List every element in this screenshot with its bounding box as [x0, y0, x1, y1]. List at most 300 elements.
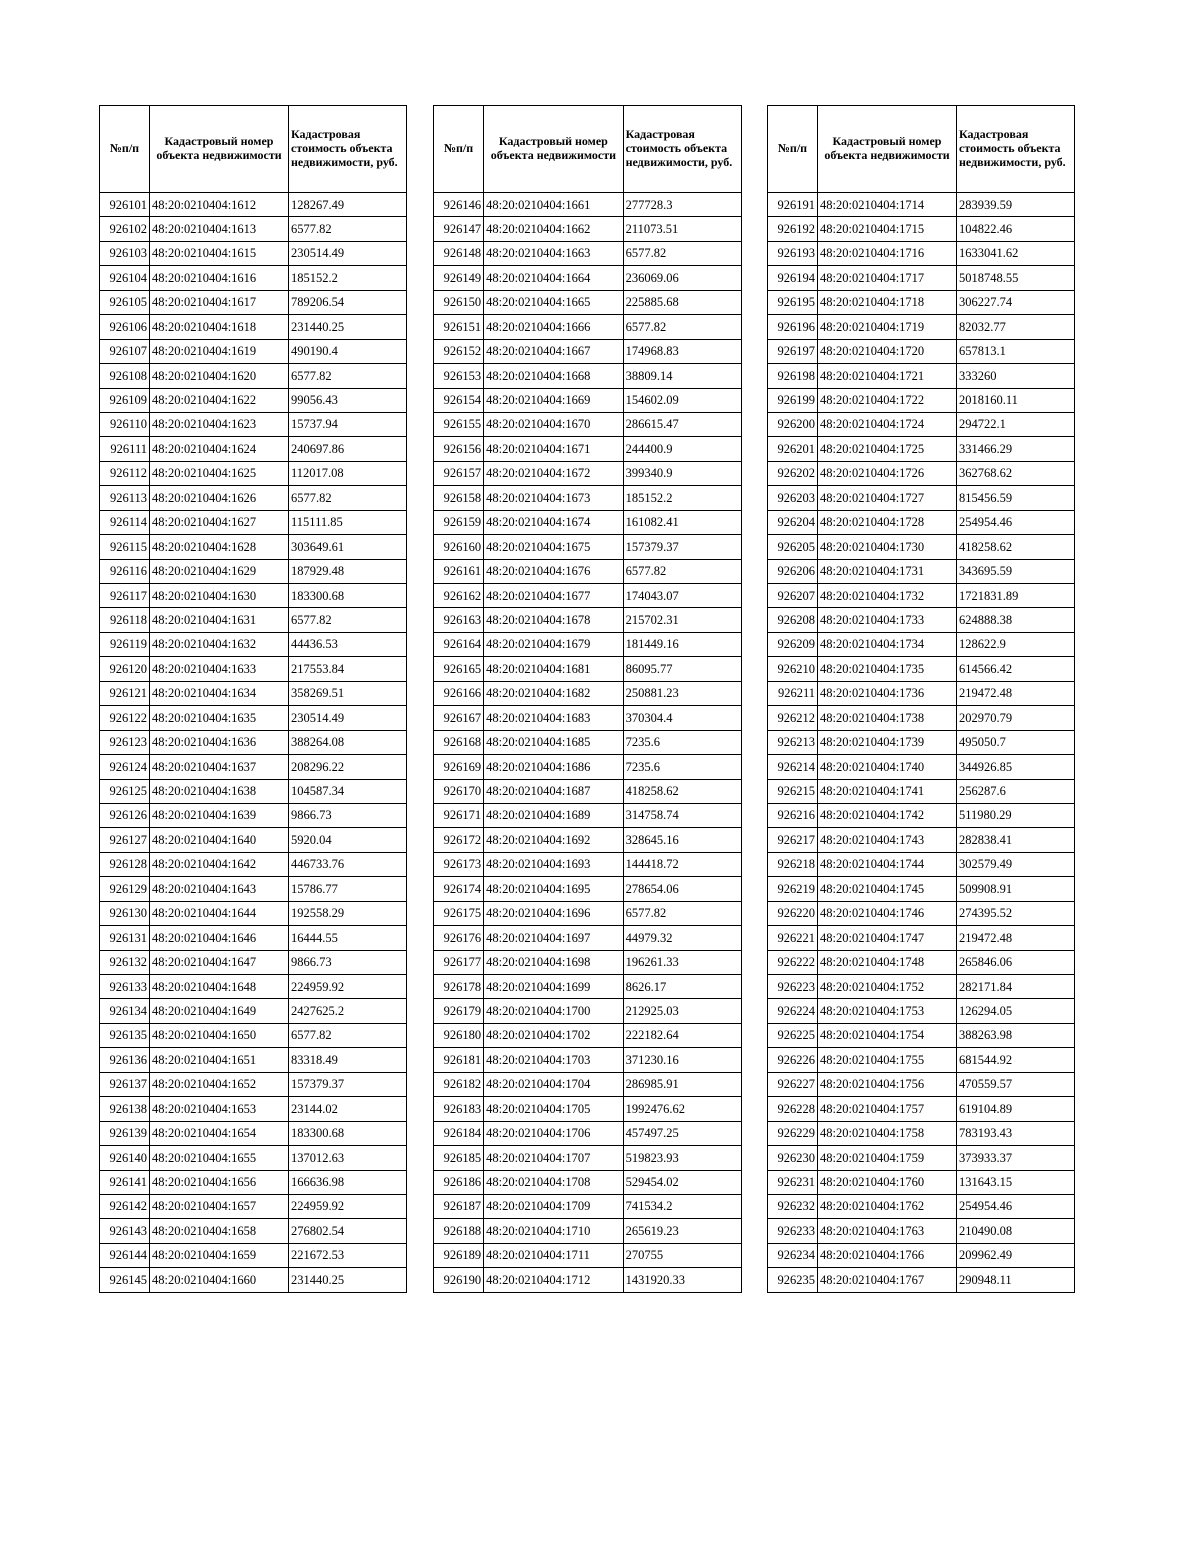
cadastral-value-cell: 286985.91 [623, 1072, 741, 1096]
row-number-cell: 926212 [768, 706, 818, 730]
row-number-cell: 926133 [100, 975, 150, 999]
table-row [768, 412, 1075, 436]
cadastral-value-cell: 185152.2 [623, 486, 741, 510]
row-number-cell: 926175 [434, 901, 484, 925]
table-row [768, 266, 1075, 290]
cadastral-number-cell: 48:20:0210404:1678 [484, 608, 623, 632]
cadastral-number-cell: 48:20:0210404:1748 [818, 950, 957, 974]
row-number-cell: 926142 [100, 1194, 150, 1218]
table-row [434, 535, 742, 559]
table-row [768, 803, 1075, 827]
cadastral-number-cell: 48:20:0210404:1719 [818, 315, 957, 339]
row-number-cell: 926134 [100, 999, 150, 1023]
cadastral-number-cell: 48:20:0210404:1644 [150, 901, 289, 925]
cadastral-value-cell: 457497.25 [623, 1121, 741, 1145]
cadastral-value-cell: 144418.72 [623, 852, 741, 876]
cadastral-number-cell: 48:20:0210404:1693 [484, 852, 623, 876]
cadastral-value-cell: 86095.77 [623, 657, 741, 681]
row-number-cell: 926229 [768, 1121, 818, 1145]
table-row [768, 364, 1075, 388]
table-row [768, 1121, 1075, 1145]
cadastral-number-cell: 48:20:0210404:1665 [484, 290, 623, 314]
row-number-cell: 926197 [768, 339, 818, 363]
row-number-cell: 926122 [100, 706, 150, 730]
cadastral-value-cell: 6577.82 [289, 364, 407, 388]
cadastral-number-cell: 48:20:0210404:1635 [150, 706, 289, 730]
cadastral-number-cell: 48:20:0210404:1760 [818, 1170, 957, 1194]
row-number-cell: 926132 [100, 950, 150, 974]
cadastral-number-cell: 48:20:0210404:1636 [150, 730, 289, 754]
cadastral-number-cell: 48:20:0210404:1629 [150, 559, 289, 583]
table-row [434, 437, 742, 461]
cadastral-number-cell: 48:20:0210404:1735 [818, 657, 957, 681]
row-number-cell: 926223 [768, 975, 818, 999]
cadastral-value-cell: 624888.38 [957, 608, 1075, 632]
cadastral-value-cell: 224959.92 [289, 1194, 407, 1218]
cadastral-number-cell: 48:20:0210404:1631 [150, 608, 289, 632]
table-row [768, 877, 1075, 901]
cadastral-number-cell: 48:20:0210404:1662 [484, 217, 623, 241]
row-number-cell: 926213 [768, 730, 818, 754]
cadastral-value-cell: 231440.25 [289, 315, 407, 339]
cadastral-number-cell: 48:20:0210404:1628 [150, 535, 289, 559]
row-number-cell: 926180 [434, 1023, 484, 1047]
header-num: №п/п [768, 106, 818, 193]
cadastral-value-cell: 225885.68 [623, 290, 741, 314]
row-number-cell: 926205 [768, 535, 818, 559]
cadastral-number-cell: 48:20:0210404:1650 [150, 1023, 289, 1047]
table-row [768, 950, 1075, 974]
row-number-cell: 926140 [100, 1146, 150, 1170]
cadastral-number-cell: 48:20:0210404:1617 [150, 290, 289, 314]
cadastral-value-cell: 6577.82 [623, 559, 741, 583]
row-number-cell: 926130 [100, 901, 150, 925]
cadastral-value-cell: 174968.83 [623, 339, 741, 363]
row-number-cell: 926227 [768, 1072, 818, 1096]
cadastral-number-cell: 48:20:0210404:1660 [150, 1268, 289, 1292]
row-number-cell: 926106 [100, 315, 150, 339]
cadastral-number-cell: 48:20:0210404:1720 [818, 339, 957, 363]
cadastral-value-cell: 222182.64 [623, 1023, 741, 1047]
cadastral-value-cell: 157379.37 [289, 1072, 407, 1096]
table-row [434, 290, 742, 314]
cadastral-number-cell: 48:20:0210404:1692 [484, 828, 623, 852]
table-row [768, 1170, 1075, 1194]
row-number-cell: 926208 [768, 608, 818, 632]
cadastral-value-cell: 1721831.89 [957, 584, 1075, 608]
row-number-cell: 926128 [100, 852, 150, 876]
cadastral-number-cell: 48:20:0210404:1671 [484, 437, 623, 461]
table-body [768, 193, 1075, 1293]
cadastral-value-cell: 44436.53 [289, 632, 407, 656]
cadastral-value-cell: 230514.49 [289, 241, 407, 265]
cadastral-number-cell: 48:20:0210404:1634 [150, 681, 289, 705]
table-body [434, 193, 742, 1293]
table-row [768, 926, 1075, 950]
table-row [434, 828, 742, 852]
cadastral-value-cell: 44979.32 [623, 926, 741, 950]
cadastral-number-cell: 48:20:0210404:1740 [818, 755, 957, 779]
cadastral-value-cell: 104587.34 [289, 779, 407, 803]
row-number-cell: 926186 [434, 1170, 484, 1194]
row-number-cell: 926183 [434, 1097, 484, 1121]
cadastral-number-cell: 48:20:0210404:1646 [150, 926, 289, 950]
cadastral-number-cell: 48:20:0210404:1730 [818, 535, 957, 559]
cadastral-number-cell: 48:20:0210404:1743 [818, 828, 957, 852]
table-row [100, 730, 407, 754]
table-row [768, 852, 1075, 876]
cadastral-value-cell: 6577.82 [623, 241, 741, 265]
cadastral-table-1 [99, 105, 407, 1293]
table-row [434, 975, 742, 999]
table-row [434, 803, 742, 827]
header-num: №п/п [100, 106, 150, 193]
row-number-cell: 926198 [768, 364, 818, 388]
cadastral-value-cell: 83318.49 [289, 1048, 407, 1072]
row-number-cell: 926138 [100, 1097, 150, 1121]
cadastral-value-cell: 210490.08 [957, 1219, 1075, 1243]
cadastral-number-cell: 48:20:0210404:1624 [150, 437, 289, 461]
cadastral-value-cell: 7235.6 [623, 730, 741, 754]
cadastral-value-cell: 9866.73 [289, 803, 407, 827]
cadastral-number-cell: 48:20:0210404:1718 [818, 290, 957, 314]
row-number-cell: 926116 [100, 559, 150, 583]
cadastral-number-cell: 48:20:0210404:1698 [484, 950, 623, 974]
row-number-cell: 926206 [768, 559, 818, 583]
cadastral-number-cell: 48:20:0210404:1709 [484, 1194, 623, 1218]
cadastral-value-cell: 256287.6 [957, 779, 1075, 803]
cadastral-number-cell: 48:20:0210404:1619 [150, 339, 289, 363]
cadastral-value-cell: 181449.16 [623, 632, 741, 656]
table-row [100, 803, 407, 827]
table-row [100, 1097, 407, 1121]
cadastral-value-cell: 15786.77 [289, 877, 407, 901]
table-row [100, 266, 407, 290]
row-number-cell: 926159 [434, 510, 484, 534]
cadastral-value-cell: 265619.23 [623, 1219, 741, 1243]
cadastral-number-cell: 48:20:0210404:1754 [818, 1023, 957, 1047]
table-row [100, 1194, 407, 1218]
cadastral-value-cell: 276802.54 [289, 1219, 407, 1243]
row-number-cell: 926202 [768, 461, 818, 485]
cadastral-value-cell: 278654.06 [623, 877, 741, 901]
table-row [768, 1219, 1075, 1243]
cadastral-number-cell: 48:20:0210404:1752 [818, 975, 957, 999]
row-number-cell: 926152 [434, 339, 484, 363]
table-row [768, 1048, 1075, 1072]
row-number-cell: 926201 [768, 437, 818, 461]
row-number-cell: 926162 [434, 584, 484, 608]
cadastral-number-cell: 48:20:0210404:1766 [818, 1243, 957, 1267]
table-row [100, 828, 407, 852]
row-number-cell: 926199 [768, 388, 818, 412]
cadastral-number-cell: 48:20:0210404:1618 [150, 315, 289, 339]
cadastral-number-cell: 48:20:0210404:1661 [484, 193, 623, 217]
cadastral-number-cell: 48:20:0210404:1657 [150, 1194, 289, 1218]
table-row [100, 1023, 407, 1047]
table-row [100, 877, 407, 901]
row-number-cell: 926189 [434, 1243, 484, 1267]
table-row [100, 681, 407, 705]
table-row [100, 755, 407, 779]
cadastral-value-cell: 209962.49 [957, 1243, 1075, 1267]
header-cadastral-value: Кадастровая стоимость объекта недвижимости, руб. [957, 106, 1075, 193]
row-number-cell: 926156 [434, 437, 484, 461]
cadastral-number-cell: 48:20:0210404:1702 [484, 1023, 623, 1047]
header-cadastral-number: Кадастровый номер объекта недвижимости [484, 106, 623, 193]
table-row [100, 461, 407, 485]
table-row [100, 486, 407, 510]
row-number-cell: 926178 [434, 975, 484, 999]
cadastral-number-cell: 48:20:0210404:1654 [150, 1121, 289, 1145]
cadastral-number-cell: 48:20:0210404:1668 [484, 364, 623, 388]
table-row [434, 999, 742, 1023]
cadastral-number-cell: 48:20:0210404:1700 [484, 999, 623, 1023]
cadastral-value-cell: 6577.82 [289, 217, 407, 241]
cadastral-value-cell: 128622.9 [957, 632, 1075, 656]
cadastral-number-cell: 48:20:0210404:1658 [150, 1219, 289, 1243]
row-number-cell: 926131 [100, 926, 150, 950]
row-number-cell: 926191 [768, 193, 818, 217]
row-number-cell: 926232 [768, 1194, 818, 1218]
cadastral-value-cell: 274395.52 [957, 901, 1075, 925]
cadastral-number-cell: 48:20:0210404:1756 [818, 1072, 957, 1096]
cadastral-value-cell: 2018160.11 [957, 388, 1075, 412]
row-number-cell: 926216 [768, 803, 818, 827]
cadastral-value-cell: 6577.82 [623, 315, 741, 339]
table-row [434, 1243, 742, 1267]
row-number-cell: 926179 [434, 999, 484, 1023]
cadastral-number-cell: 48:20:0210404:1734 [818, 632, 957, 656]
cadastral-number-cell: 48:20:0210404:1726 [818, 461, 957, 485]
cadastral-value-cell: 388263.98 [957, 1023, 1075, 1047]
row-number-cell: 926151 [434, 315, 484, 339]
row-number-cell: 926228 [768, 1097, 818, 1121]
cadastral-value-cell: 15737.94 [289, 412, 407, 436]
table-row [768, 437, 1075, 461]
table-row [768, 632, 1075, 656]
cadastral-number-cell: 48:20:0210404:1677 [484, 584, 623, 608]
table-row [100, 290, 407, 314]
cadastral-number-cell: 48:20:0210404:1716 [818, 241, 957, 265]
header-cadastral-number: Кадастровый номер объекта недвижимости [150, 106, 289, 193]
cadastral-number-cell: 48:20:0210404:1613 [150, 217, 289, 241]
cadastral-value-cell: 509908.91 [957, 877, 1075, 901]
cadastral-number-cell: 48:20:0210404:1681 [484, 657, 623, 681]
row-number-cell: 926222 [768, 950, 818, 974]
row-number-cell: 926173 [434, 852, 484, 876]
table-row [434, 901, 742, 925]
cadastral-number-cell: 48:20:0210404:1706 [484, 1121, 623, 1145]
table-row [434, 559, 742, 583]
row-number-cell: 926157 [434, 461, 484, 485]
cadastral-value-cell: 286615.47 [623, 412, 741, 436]
table-row [434, 852, 742, 876]
cadastral-value-cell: 187929.48 [289, 559, 407, 583]
row-number-cell: 926209 [768, 632, 818, 656]
cadastral-number-cell: 48:20:0210404:1679 [484, 632, 623, 656]
cadastral-value-cell: 418258.62 [623, 779, 741, 803]
table-row [100, 388, 407, 412]
cadastral-value-cell: 126294.05 [957, 999, 1075, 1023]
table-row [434, 730, 742, 754]
cadastral-value-cell: 115111.85 [289, 510, 407, 534]
row-number-cell: 926104 [100, 266, 150, 290]
table-row [434, 1048, 742, 1072]
cadastral-value-cell: 202970.79 [957, 706, 1075, 730]
table-row [100, 412, 407, 436]
row-number-cell: 926148 [434, 241, 484, 265]
table-row [434, 1023, 742, 1047]
table-row [768, 339, 1075, 363]
row-number-cell: 926102 [100, 217, 150, 241]
cadastral-number-cell: 48:20:0210404:1637 [150, 755, 289, 779]
table-row [768, 535, 1075, 559]
table-row [434, 706, 742, 730]
cadastral-value-cell: 224959.92 [289, 975, 407, 999]
table-row [434, 1121, 742, 1145]
cadastral-number-cell: 48:20:0210404:1744 [818, 852, 957, 876]
row-number-cell: 926177 [434, 950, 484, 974]
cadastral-number-cell: 48:20:0210404:1725 [818, 437, 957, 461]
row-number-cell: 926181 [434, 1048, 484, 1072]
table-row [434, 755, 742, 779]
cadastral-value-cell: 1992476.62 [623, 1097, 741, 1121]
row-number-cell: 926112 [100, 461, 150, 485]
table-row [434, 241, 742, 265]
cadastral-number-cell: 48:20:0210404:1675 [484, 535, 623, 559]
table-row [434, 608, 742, 632]
table-row [434, 950, 742, 974]
row-number-cell: 926145 [100, 1268, 150, 1292]
table-row [768, 510, 1075, 534]
table-row [434, 388, 742, 412]
cadastral-value-cell: 614566.42 [957, 657, 1075, 681]
table-row [434, 926, 742, 950]
cadastral-value-cell: 529454.02 [623, 1170, 741, 1194]
header-cadastral-value: Кадастровая стоимость объекта недвижимости, руб. [289, 106, 407, 193]
table-row [100, 975, 407, 999]
table-header-row [434, 106, 742, 193]
cadastral-number-cell: 48:20:0210404:1630 [150, 584, 289, 608]
table-row [768, 1146, 1075, 1170]
row-number-cell: 926164 [434, 632, 484, 656]
cadastral-number-cell: 48:20:0210404:1732 [818, 584, 957, 608]
cadastral-number-cell: 48:20:0210404:1731 [818, 559, 957, 583]
cadastral-value-cell: 490190.4 [289, 339, 407, 363]
table-row [434, 1219, 742, 1243]
cadastral-value-cell: 815456.59 [957, 486, 1075, 510]
row-number-cell: 926146 [434, 193, 484, 217]
table-row [434, 1146, 742, 1170]
cadastral-value-cell: 254954.46 [957, 1194, 1075, 1218]
row-number-cell: 926117 [100, 584, 150, 608]
row-number-cell: 926118 [100, 608, 150, 632]
table-row [434, 510, 742, 534]
table-row [768, 1023, 1075, 1047]
cadastral-value-cell: 185152.2 [289, 266, 407, 290]
cadastral-value-cell: 370304.4 [623, 706, 741, 730]
cadastral-value-cell: 104822.46 [957, 217, 1075, 241]
cadastral-value-cell: 5920.04 [289, 828, 407, 852]
row-number-cell: 926207 [768, 584, 818, 608]
cadastral-number-cell: 48:20:0210404:1714 [818, 193, 957, 217]
cadastral-number-cell: 48:20:0210404:1736 [818, 681, 957, 705]
cadastral-number-cell: 48:20:0210404:1722 [818, 388, 957, 412]
cadastral-value-cell: 7235.6 [623, 755, 741, 779]
cadastral-number-cell: 48:20:0210404:1739 [818, 730, 957, 754]
cadastral-number-cell: 48:20:0210404:1622 [150, 388, 289, 412]
row-number-cell: 926218 [768, 852, 818, 876]
row-number-cell: 926139 [100, 1121, 150, 1145]
row-number-cell: 926169 [434, 755, 484, 779]
cadastral-number-cell: 48:20:0210404:1683 [484, 706, 623, 730]
cadastral-value-cell: 344926.85 [957, 755, 1075, 779]
cadastral-value-cell: 250881.23 [623, 681, 741, 705]
cadastral-value-cell: 277728.3 [623, 193, 741, 217]
table-row [768, 828, 1075, 852]
table-row [100, 535, 407, 559]
row-number-cell: 926119 [100, 632, 150, 656]
row-number-cell: 926231 [768, 1170, 818, 1194]
row-number-cell: 926215 [768, 779, 818, 803]
cadastral-value-cell: 38809.14 [623, 364, 741, 388]
table-row [768, 1097, 1075, 1121]
cadastral-value-cell: 388264.08 [289, 730, 407, 754]
row-number-cell: 926144 [100, 1243, 150, 1267]
cadastral-value-cell: 741534.2 [623, 1194, 741, 1218]
cadastral-number-cell: 48:20:0210404:1695 [484, 877, 623, 901]
table-row [100, 315, 407, 339]
row-number-cell: 926103 [100, 241, 150, 265]
table-row [768, 388, 1075, 412]
cadastral-value-cell: 362768.62 [957, 461, 1075, 485]
cadastral-number-cell: 48:20:0210404:1767 [818, 1268, 957, 1292]
cadastral-number-cell: 48:20:0210404:1707 [484, 1146, 623, 1170]
table-row [768, 193, 1075, 217]
cadastral-number-cell: 48:20:0210404:1686 [484, 755, 623, 779]
cadastral-number-cell: 48:20:0210404:1697 [484, 926, 623, 950]
row-number-cell: 926226 [768, 1048, 818, 1072]
cadastral-number-cell: 48:20:0210404:1663 [484, 241, 623, 265]
row-number-cell: 926111 [100, 437, 150, 461]
table-row [434, 779, 742, 803]
cadastral-value-cell: 6577.82 [623, 901, 741, 925]
cadastral-value-cell: 418258.62 [957, 535, 1075, 559]
cadastral-number-cell: 48:20:0210404:1717 [818, 266, 957, 290]
table-row [434, 315, 742, 339]
table-row [100, 632, 407, 656]
cadastral-number-cell: 48:20:0210404:1656 [150, 1170, 289, 1194]
cadastral-number-cell: 48:20:0210404:1685 [484, 730, 623, 754]
cadastral-value-cell: 215702.31 [623, 608, 741, 632]
row-number-cell: 926235 [768, 1268, 818, 1292]
table-row [768, 241, 1075, 265]
table-row [434, 657, 742, 681]
cadastral-number-cell: 48:20:0210404:1755 [818, 1048, 957, 1072]
table-row [768, 657, 1075, 681]
row-number-cell: 926120 [100, 657, 150, 681]
cadastral-number-cell: 48:20:0210404:1673 [484, 486, 623, 510]
header-num: №п/п [434, 106, 484, 193]
cadastral-value-cell: 240697.86 [289, 437, 407, 461]
table-row [100, 852, 407, 876]
cadastral-value-cell: 183300.68 [289, 584, 407, 608]
cadastral-value-cell: 657813.1 [957, 339, 1075, 363]
cadastral-value-cell: 282171.84 [957, 975, 1075, 999]
row-number-cell: 926124 [100, 755, 150, 779]
cadastral-value-cell: 495050.7 [957, 730, 1075, 754]
